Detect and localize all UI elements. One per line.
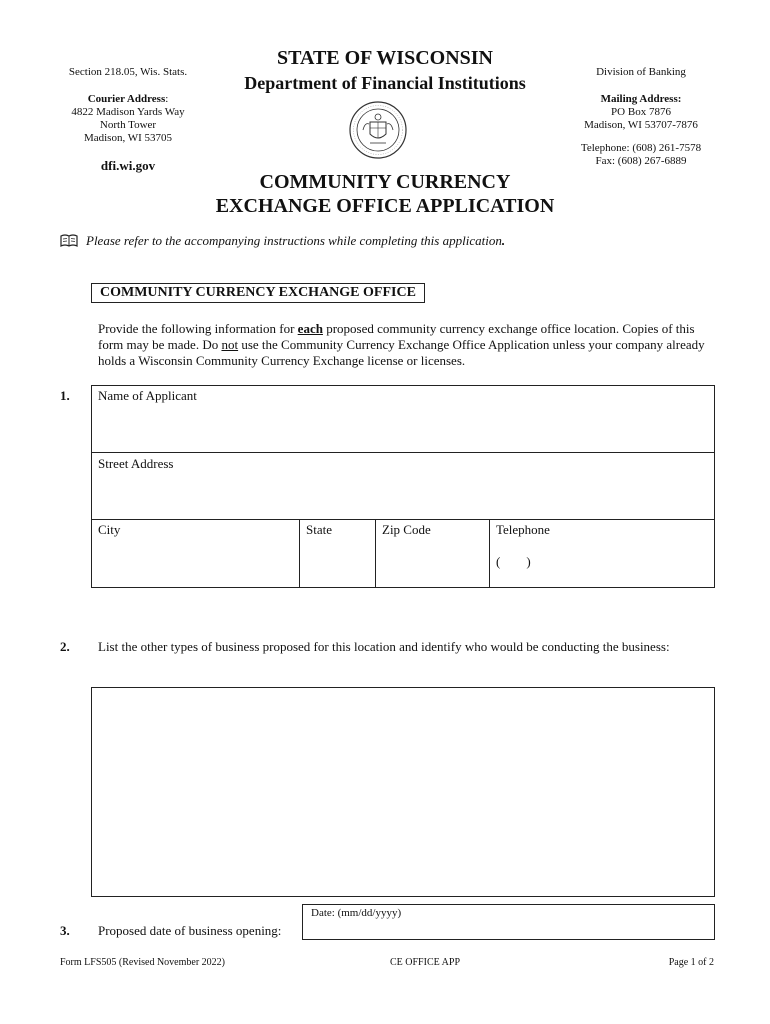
other-business-field[interactable] [91, 687, 715, 897]
question-number: 2. [60, 639, 70, 654]
state-field[interactable] [301, 520, 374, 586]
state-title: STATE OF WISCONSIN [277, 47, 493, 69]
application-title [180, 170, 590, 218]
website-link[interactable]: dfi.wi.gov [100, 158, 156, 173]
state-seal-icon [348, 100, 408, 160]
question-3-text: Proposed date of business opening: [98, 923, 282, 938]
department-title: Department of Financial Institutions [244, 73, 526, 93]
section-heading: COMMUNITY CURRENCY EXCHANGE OFFICE [91, 283, 425, 303]
fax-number: Fax: (608) 267-6889 [595, 155, 687, 167]
area-code-parentheses: ( ) [496, 554, 531, 569]
zip-code-field[interactable] [377, 520, 488, 586]
left-header-column [58, 66, 198, 172]
courier-address-line: North Tower [99, 119, 157, 131]
page-number: Page 1 of 2 [668, 957, 714, 968]
emphasis-each: each [297, 321, 323, 336]
question-number: 3. [60, 923, 70, 938]
form-identifier: Form LFS505 (Revised November 2022) [60, 957, 225, 968]
city-label: City [98, 522, 121, 537]
courier-address-label: Courier Address: [87, 93, 169, 105]
applicant-info-box [91, 385, 715, 588]
question-2-text: List the other types of business proposed for this location and identify who would be conducting the business: [98, 639, 670, 654]
zip-code-label: Zip Code [382, 522, 431, 537]
name-of-applicant-field[interactable] [92, 386, 714, 452]
telephone-label: Telephone [496, 522, 550, 537]
city-field[interactable] [92, 520, 298, 586]
intro-paragraph: Provide the following information for each proposed community currency exchange office location. Copies of this form may be made. Do not use the Community Currency Exchange Office Application unless your company already holds a Wisconsin Community Currency Exchange license or licenses. [98, 321, 705, 368]
date-format-label: Date: (mm/dd/yyyy) [311, 907, 402, 919]
state-label: State [306, 522, 332, 537]
instructions-notice: Please refer to the accompanying instructions while completing this application. [60, 233, 505, 251]
right-header-column [566, 66, 716, 168]
question-number: 1. [60, 388, 70, 403]
agency-heading [200, 46, 570, 94]
street-address-label: Street Address [98, 456, 174, 471]
mailing-address-label: Mailing Address: [600, 93, 682, 105]
notice-text: Please refer to the accompanying instructions while completing this application [86, 233, 502, 248]
mailing-address-line: PO Box 7876 [611, 106, 671, 118]
application-title-line: EXCHANGE OFFICE APPLICATION [215, 195, 555, 217]
name-of-applicant-label: Name of Applicant [98, 388, 197, 403]
application-title-line: COMMUNITY CURRENCY [259, 171, 511, 193]
telephone-number: Telephone: (608) 261-7578 [580, 142, 702, 154]
opening-date-field[interactable] [302, 904, 715, 940]
street-address-field[interactable] [92, 453, 714, 519]
division-name: Division of Banking [596, 66, 686, 78]
courier-address-line: Madison, WI 53705 [83, 132, 173, 144]
mailing-address-line: Madison, WI 53707-7876 [584, 119, 698, 131]
telephone-field[interactable] [491, 520, 713, 586]
courier-address-line: 4822 Madison Yards Way [71, 106, 185, 118]
footer-form-name: CE OFFICE APP [390, 957, 461, 968]
emphasis-not: not [221, 337, 239, 352]
statute-reference: Section 218.05, Wis. Stats. [68, 66, 188, 78]
open-book-icon [60, 234, 78, 251]
